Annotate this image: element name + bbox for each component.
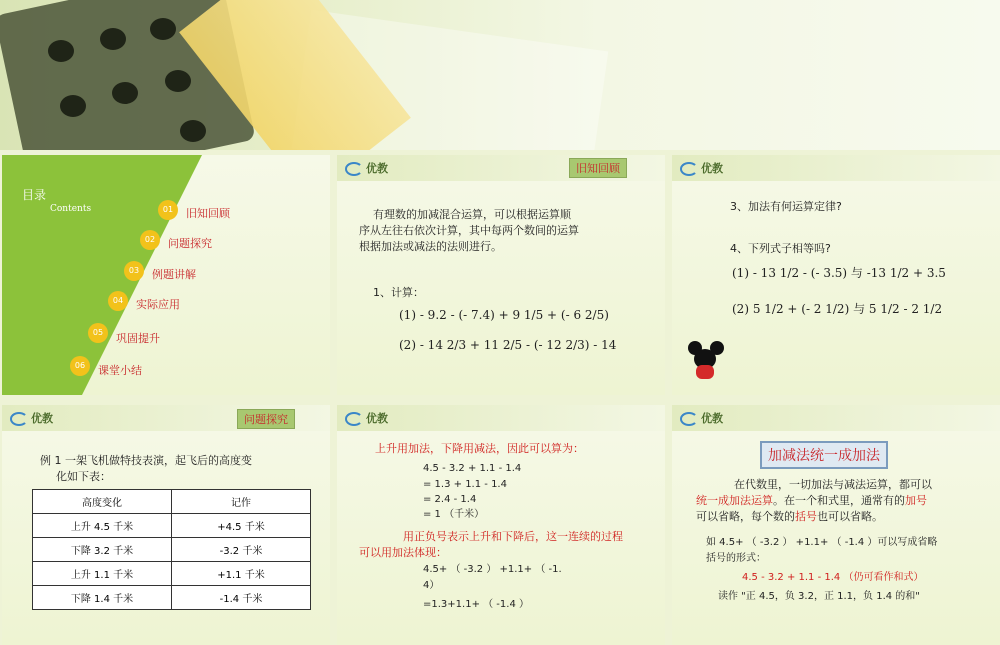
logo-swirl-icon (680, 412, 698, 426)
calc-line: 4.5 - 3.2 + 1.1 - 1.4 (423, 463, 522, 474)
concept-title-box: 加减法统一成加法 (760, 441, 888, 469)
solution-note: 用正负号表示上升和下降后，这一连续的过程 (403, 530, 623, 543)
calculator-key (112, 82, 138, 104)
calc-line: = 2.4 - 1.4 (423, 494, 477, 505)
logo-swirl-icon (345, 412, 363, 426)
slide-review[interactable] (337, 155, 665, 395)
logo: 优教 (345, 410, 388, 426)
example-line: 例 1 一架飞机做特技表演，起飞后的高度变 (40, 454, 252, 467)
mickey-mouse-image (684, 341, 728, 381)
slide-example-table[interactable] (2, 405, 330, 645)
paragraph-line: 可以省略，每个数的括号也可以省略。 (696, 510, 883, 523)
table-row: 上升 4.5 千米 +4.5 千米 (33, 514, 311, 538)
section-tag: 旧知回顾 (569, 158, 627, 178)
menu-item-examples[interactable]: 例题讲解 (152, 268, 196, 281)
table-row: 上升 1.1 千米 +1.1 千米 (33, 562, 311, 586)
contents-title: 目录 (22, 188, 47, 202)
calculator-key (165, 70, 191, 92)
calc-line: =1.3+1.1+ （ -1.4 ） (423, 599, 529, 610)
logo: 优教 (680, 160, 723, 176)
paragraph-line: 有理数的加减混合运算，可以根据运算顺 (373, 208, 571, 221)
paragraph-line: 序从左往右依次计算，其中每两个数间的运算 (359, 224, 579, 237)
logo-swirl-icon (345, 162, 363, 176)
paragraph-line: 统一成加法运算。在一个和式里，通常有的加号 (696, 494, 927, 507)
slide-contents[interactable] (2, 155, 330, 395)
logo: 优教 (680, 410, 723, 426)
menu-item-practice[interactable]: 巩固提升 (116, 332, 160, 345)
menu-item-summary[interactable]: 课堂小结 (98, 364, 142, 377)
calc-line: = 1 （千米） (423, 509, 485, 520)
contents-subtitle: Contents (50, 204, 92, 214)
logo: 优教 (10, 410, 53, 426)
calculator-key (100, 28, 126, 50)
math-expression-2: (2) 5 1/2 + (- 2 1/2) 与 5 1/2 - 2 1/2 (732, 302, 943, 316)
menu-item-explore[interactable]: 问题探究 (168, 237, 212, 250)
table-header: 高度变化 (33, 490, 172, 514)
logo-swirl-icon (10, 412, 28, 426)
menu-num-01: 01 (158, 200, 178, 220)
example-expression: 4.5 - 3.2 + 1.1 - 1.4 （仍可看作和式） (742, 572, 924, 583)
calc-line: 4） (423, 580, 440, 591)
menu-num-04: 04 (108, 291, 128, 311)
menu-item-review[interactable]: 旧知回顾 (186, 207, 230, 220)
math-expression-1: (1) - 13 1/2 - (- 3.5) 与 -13 1/2 + 3.5 (732, 266, 946, 280)
example-line: 化如下表： (56, 470, 111, 483)
menu-num-02: 02 (140, 230, 160, 250)
logo-swirl-icon (680, 162, 698, 176)
calculator-key (60, 95, 86, 117)
calc-line: 4.5+ （ -3.2 ） +1.1+ （ -1. (423, 564, 562, 575)
paragraph-line: 括号的形式： (706, 553, 766, 564)
table-row: 下降 1.4 千米 -1.4 千米 (33, 586, 311, 610)
header-banner (0, 0, 1000, 150)
logo: 优教 (345, 160, 388, 176)
reading-line: 读作 "正 4.5，负 3.2，正 1.1，负 1.4 的和" (718, 591, 920, 602)
calculator-key (180, 120, 206, 142)
paragraph-line: 如 4.5+ （ -3.2 ） +1.1+ （ -1.4 ）可以写成省略 (706, 537, 938, 548)
height-table (32, 489, 311, 610)
question-4: 4、下列式子相等吗? (730, 242, 831, 255)
calc-line: = 1.3 + 1.1 - 1.4 (423, 479, 507, 490)
menu-num-06: 06 (70, 356, 90, 376)
solution-note: 上升用加法，下降用减法，因此可以算为： (375, 442, 584, 455)
slide-questions[interactable] (672, 155, 1000, 395)
paragraph-line: 在代数里，一切加法与减法运算，都可以 (734, 478, 932, 491)
slide-solution[interactable] (337, 405, 665, 645)
slide-unify-addition[interactable] (672, 405, 1000, 645)
exercise-title: 1、计算： (373, 286, 424, 299)
menu-num-03: 03 (124, 261, 144, 281)
menu-num-05: 05 (88, 323, 108, 343)
table-header: 记作 (172, 490, 311, 514)
menu-item-application[interactable]: 实际应用 (136, 298, 180, 311)
solution-note: 可以用加法体现： (359, 546, 447, 559)
table-row: 下降 3.2 千米 -3.2 千米 (33, 538, 311, 562)
section-tag: 问题探究 (237, 409, 295, 429)
calculator-key (150, 18, 176, 40)
math-expression-2: (2) - 14 2/3 + 11 2/5 - (- 12 2/3) - 14 (399, 338, 617, 352)
question-3: 3、加法有何运算定律? (730, 200, 842, 213)
calculator-key (48, 40, 74, 62)
paragraph-line: 根据加法或减法的法则进行。 (359, 240, 502, 253)
math-expression-1: (1) - 9.2 - (- 7.4) + 9 1/5 + (- 6 2/5) (399, 308, 609, 322)
